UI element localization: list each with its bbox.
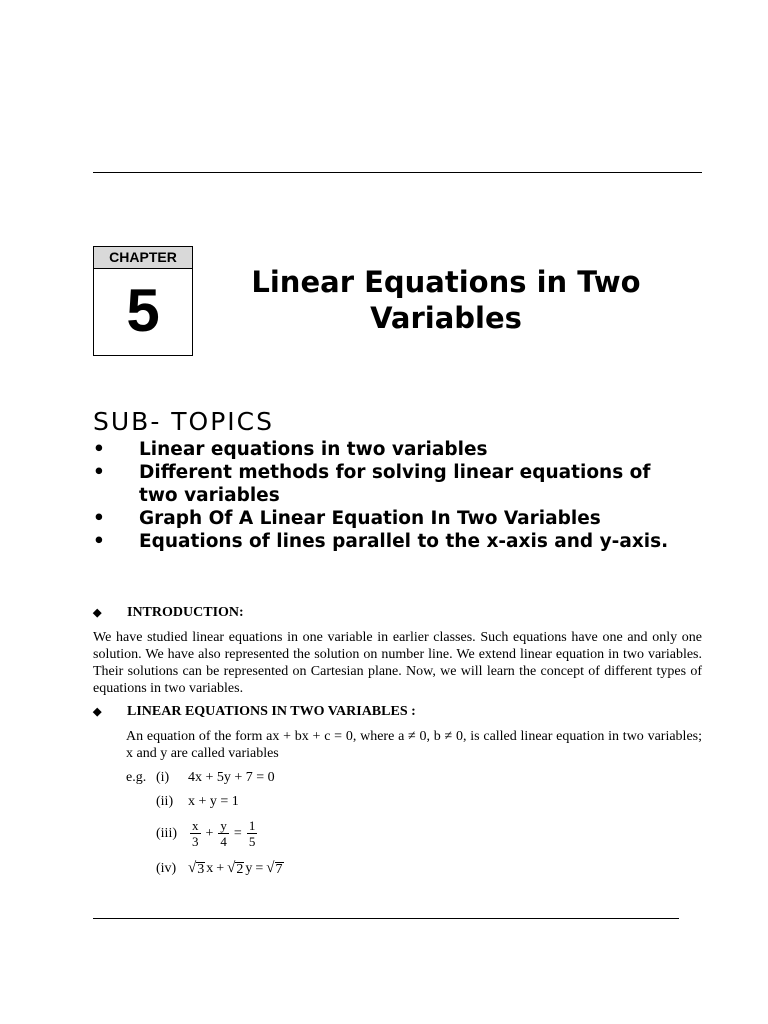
list-item xyxy=(93,461,693,507)
chapter-number: 5 xyxy=(126,277,160,344)
bullet-icon: • xyxy=(93,508,105,529)
subtopic-text: Graph Of A Linear Equation In Two Variables xyxy=(139,508,601,529)
plus-operator: + xyxy=(216,861,225,876)
numerator: 1 xyxy=(248,818,256,833)
radicand: 7 xyxy=(275,862,283,877)
bullet-icon: • xyxy=(93,439,105,460)
fraction xyxy=(247,818,258,849)
fraction xyxy=(218,818,229,849)
list-item xyxy=(93,530,693,553)
example-label: (iv) xyxy=(156,861,177,876)
example-iii xyxy=(156,818,259,849)
radicand: 3 xyxy=(197,862,205,877)
top-rule xyxy=(93,172,702,173)
chapter-label: CHAPTER xyxy=(94,247,192,269)
bullet-icon: • xyxy=(93,462,105,483)
introduction-paragraph: We have studied linear equations in one variable in earlier classes. Such equations have one and only one solution. We have also represented the solution on number line. We extend linear equation in two variables. Their solutions can be represented on Cartesian plane. Now, we will learn the concept of different types of equations in two variables. xyxy=(93,630,702,696)
list-item xyxy=(93,438,693,461)
example-iv xyxy=(156,860,285,877)
denominator: 5 xyxy=(248,834,256,849)
chapter-box xyxy=(93,246,193,356)
chapter-title: Linear Equations in Two Variables xyxy=(251,265,641,335)
denominator: 3 xyxy=(192,834,199,849)
plus-operator: + xyxy=(205,826,214,841)
variable: x xyxy=(206,861,214,876)
example-label: (i) xyxy=(156,770,170,785)
subtopic-text: Equations of lines parallel to the x-axis and y-axis. xyxy=(139,531,669,552)
fraction xyxy=(190,818,201,849)
subtopic-text: Linear equations in two variables xyxy=(139,439,488,460)
subtopics-heading: SUB- TOPICS xyxy=(93,407,275,436)
example-ii xyxy=(156,793,239,810)
denominator: 4 xyxy=(220,834,227,849)
introduction-heading xyxy=(93,605,244,621)
subtopic-text: Different methods for solving linear equations of two variables xyxy=(139,462,651,506)
linear-equations-heading xyxy=(93,704,416,720)
subtopics-list xyxy=(93,438,693,553)
numerator: x xyxy=(192,818,199,833)
list-item xyxy=(93,507,693,530)
variable: y xyxy=(245,861,253,876)
equals-operator: = xyxy=(255,861,264,876)
example-i xyxy=(126,769,275,786)
eg-label: e.g. xyxy=(126,770,147,785)
diamond-icon: ◆ xyxy=(93,706,102,718)
linear-equations-heading-text: LINEAR EQUATIONS IN TWO VARIABLES : xyxy=(127,704,416,719)
example-label: (iii) xyxy=(156,826,177,841)
example-equation: 4x + 5y + 7 = 0 xyxy=(188,770,275,785)
equals-operator: = xyxy=(233,826,242,841)
introduction-heading-text: INTRODUCTION: xyxy=(127,605,244,620)
radical-icon: √ xyxy=(188,860,197,876)
example-label: (ii) xyxy=(156,794,174,809)
radical-icon: √ xyxy=(227,860,236,876)
bottom-rule xyxy=(93,918,679,919)
square-root xyxy=(227,860,244,877)
example-equation: x + y = 1 xyxy=(188,794,239,809)
square-root xyxy=(266,860,283,877)
radicand: 2 xyxy=(236,862,244,877)
bullet-icon: • xyxy=(93,531,105,552)
numerator: y xyxy=(220,818,227,833)
linear-equations-paragraph: An equation of the form ax + bx + c = 0, where a ≠ 0, b ≠ 0, is called linear equation in two variables; x and y are called variables xyxy=(126,729,702,761)
square-root xyxy=(188,860,205,877)
radical-icon: √ xyxy=(266,860,275,876)
diamond-icon: ◆ xyxy=(93,607,102,619)
